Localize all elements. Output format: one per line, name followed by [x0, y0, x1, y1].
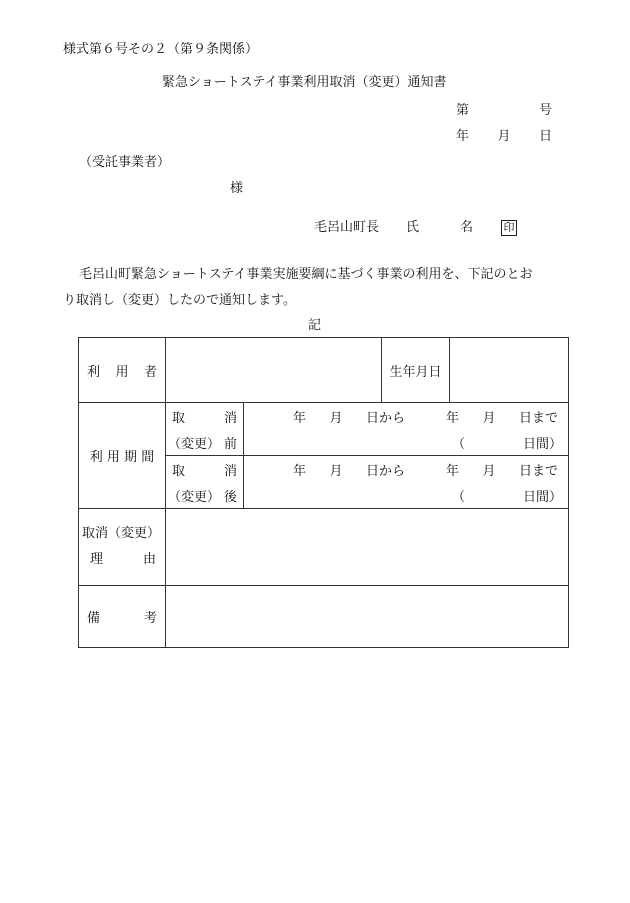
number-go: 号 [538, 103, 552, 118]
before-from: 年 月 日から [293, 410, 405, 426]
before-until: 年 月 日まで [446, 410, 558, 426]
recipient-honorific: 様 [230, 181, 244, 196]
reason-label: 取消（変更） 理 由 [79, 509, 166, 586]
body-line-1: 毛呂山町緊急ショートステイ事業実施要綱に基づく事業の利用を、下記のとお [79, 267, 533, 282]
notice-table [78, 337, 569, 648]
birthdate-label: 生年月日 [382, 338, 450, 403]
remarks-label: 備 考 [79, 586, 166, 648]
remarks-value[interactable] [166, 586, 569, 648]
after-period[interactable] [244, 456, 569, 509]
number-dai: 第 [456, 103, 470, 118]
document-number [456, 103, 552, 119]
after-days: （ 日間） [451, 489, 562, 505]
ki-label: 記 [308, 318, 322, 333]
document-title: 緊急ショートステイ事業利用取消（変更）通知書 [162, 75, 447, 90]
birthdate-value[interactable] [450, 338, 569, 403]
after-until: 年 月 日まで [446, 463, 558, 479]
seal-icon: 印 [501, 220, 517, 236]
sender [314, 220, 528, 236]
user-value[interactable] [166, 338, 382, 403]
sender-mei: 名 [460, 220, 474, 235]
user-label: 利 用 者 [79, 338, 166, 403]
body-line-2: り取消し（変更）したので通知します。 [63, 293, 296, 308]
date-month: 月 [497, 129, 511, 144]
before-label: 取 消 （変更） 前 [166, 403, 244, 456]
date-day: 日 [538, 129, 552, 144]
date-year: 年 [456, 129, 470, 144]
before-period[interactable] [244, 403, 569, 456]
issue-date [456, 129, 552, 145]
after-from: 年 月 日から [293, 463, 405, 479]
reason-value[interactable] [166, 509, 569, 586]
form-id: 様式第６号その２（第９条関係） [63, 42, 259, 57]
period-label: 利 用 期 間 [79, 403, 166, 509]
sender-title: 毛呂山町長 [314, 220, 380, 235]
recipient-label: （受託事業者） [79, 155, 171, 170]
before-days: （ 日間） [451, 436, 562, 452]
sender-shi: 氏 [406, 220, 420, 235]
after-label: 取 消 （変更） 後 [166, 456, 244, 509]
